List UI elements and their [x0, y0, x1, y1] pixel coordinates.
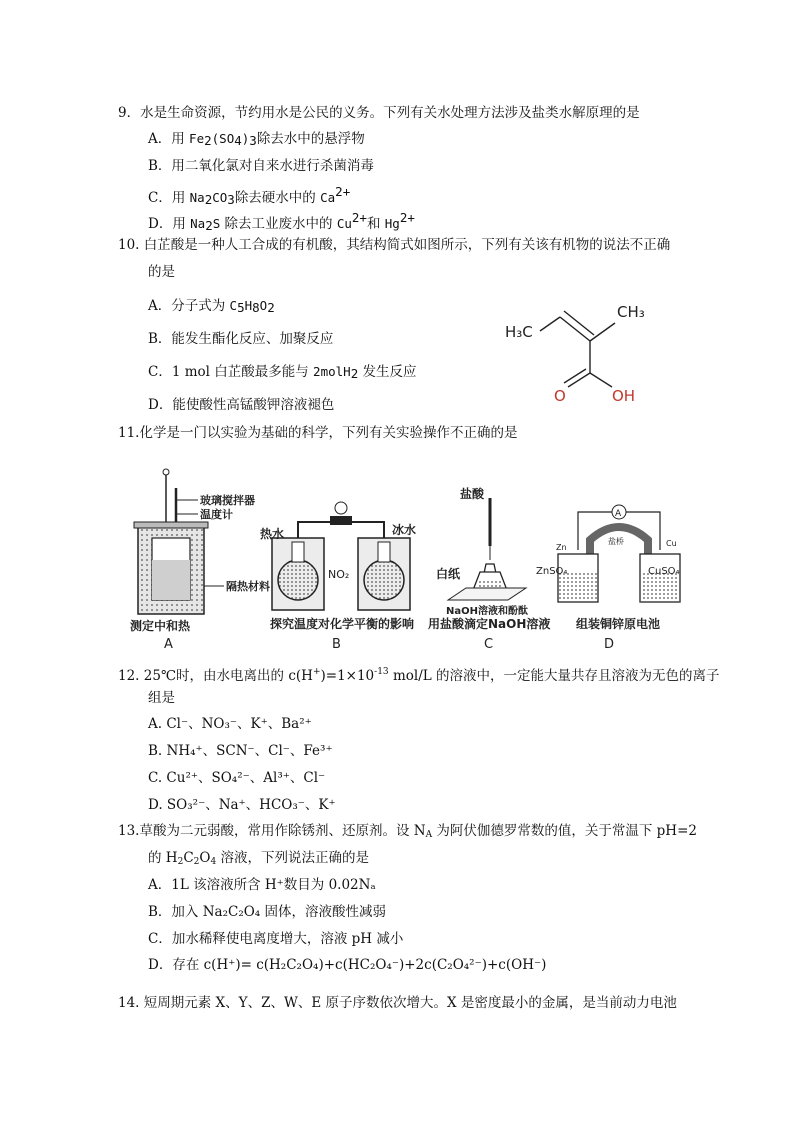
q10-option-b: B．能发生酯化反应、加聚反应	[148, 331, 334, 347]
apparatus-b-hot-water: 热水	[260, 527, 285, 541]
q12-stem-line2: 组是	[148, 690, 175, 706]
q10-option-c: C．1 mol 白芷酸最多能与 2molH2 发生反应	[148, 364, 417, 381]
apparatus-d-cuso4: CuSO₄	[648, 566, 680, 577]
apparatus-d-znso4: ZnSO₄	[536, 566, 568, 577]
apparatus-c-caption: 用盐酸滴定NaOH溶液	[428, 617, 551, 631]
q13-option-a: A．1L 该溶液所含 H⁺数目为 0.02Nₐ	[148, 877, 376, 893]
apparatus-b	[260, 502, 416, 652]
q12-option-c: C. Cu²⁺、SO₄²⁻、Al³⁺、Cl⁻	[148, 770, 326, 786]
structure-bond-coh	[590, 373, 612, 387]
q9-option-a: A．用 Fe2(SO4)3除去水中的悬浮物	[148, 131, 365, 148]
apparatus-a-label-thermometer: 温度计	[200, 508, 233, 521]
q10-option-a: A．分子式为 C5H8O2	[148, 298, 275, 315]
q10-option-d: D．能使酸性高锰酸钾溶液褪色	[148, 397, 335, 413]
apparatus-b-ice-water: 冰水	[392, 523, 417, 537]
structure-bond-3	[590, 323, 615, 341]
q12-option-b: B. NH₄⁺、SCN⁻、Cl⁻、Fe³⁺	[148, 743, 333, 759]
apparatus-b-letter: B	[332, 637, 341, 652]
structure-o-label: O	[554, 387, 566, 405]
q12-stem-line1: 12. 25℃时，由水电离出的 $c(H^+)=1\times 10^{-13}$ mol/L 的溶液中，一定能大量共存且溶液为无色的离子	[118, 667, 720, 684]
structure-bond-1	[540, 317, 560, 331]
structure-bond-co-double	[564, 369, 586, 383]
q11-apparatus-figure	[130, 468, 690, 653]
apparatus-c-paper-label: 白纸	[436, 567, 461, 581]
apparatus-a-caption: 测定中和热	[130, 619, 191, 633]
q13-stem-line2: 的 $H_2C_2O_4$ 溶液，下列说法正确的是	[148, 850, 369, 867]
q9-option-b: B．用二氧化氯对自来水进行杀菌消毒	[148, 158, 374, 174]
structure-bond-co	[568, 373, 590, 387]
q13-stem-line1: 13.草酸为二元弱酸，常用作除锈剂、还原剂。设 $N_A$ 为阿伏伽德罗常数的值，关于常温下 pH=2	[118, 823, 697, 840]
apparatus-a-label-stirrer: 玻璃搅拌器	[200, 494, 255, 507]
q12-option-a: A. Cl⁻、NO₃⁻、K⁺、Ba²⁺	[148, 716, 312, 732]
q12-option-d: D. SO₃²⁻、Na⁺、HCO₃⁻、K⁺	[148, 797, 336, 813]
apparatus-d-zn: Zn	[556, 543, 567, 552]
q13-option-d: D．存在 c(H⁺)= c(H₂C₂O₄)+c(HC₂O₄⁻)+2c(C₂O₄²⁻)+c(OH⁻)	[148, 957, 547, 973]
q9-option-d: D．用 Na2S 除去工业废水中的 Cu2+和 Hg2+	[148, 210, 415, 233]
apparatus-c-solution-label: NaOH溶液和酚酞	[446, 606, 528, 617]
apparatus-b-caption: 探究温度对化学平衡的影响	[270, 617, 415, 631]
apparatus-a-letter: A	[164, 637, 173, 652]
apparatus-c	[428, 486, 550, 652]
q10-stem-line2: 的是	[148, 264, 175, 280]
q10-stem-line1: 10. 白芷酸是一种人工合成的有机酸，其结构简式如图所示，下列有关该有机物的说法不正确	[118, 237, 671, 253]
apparatus-c-letter: C	[484, 637, 494, 652]
structure-ch3-label: CH₃	[617, 303, 645, 321]
apparatus-d-cu: Cu	[666, 539, 677, 548]
apparatus-c-acid-label: 盐酸	[460, 487, 485, 501]
q13-option-c: C．加水稀释使电离度增大，溶液 pH 减小	[148, 931, 404, 947]
apparatus-d-letter: D	[604, 637, 615, 652]
apparatus-a-label-insulation: 隔热材料	[226, 580, 270, 593]
q13-option-b: B．加入 Na₂C₂O₄ 固体，溶液酸性减弱	[148, 904, 386, 920]
structure-h3c-label: H₃C	[505, 323, 533, 341]
q9-option-c: C．用 Na2CO3除去硬水中的 Ca2+	[148, 184, 351, 207]
apparatus-a	[130, 469, 270, 652]
q9-stem: 9．水是生命资源，节约用水是公民的义务。下列有关水处理方法涉及盐类水解原理的是	[118, 105, 640, 121]
apparatus-d-meter: A	[615, 509, 622, 519]
apparatus-d-bridge: 盐桥	[608, 537, 624, 546]
apparatus-b-gas-label: NO₂	[328, 568, 350, 581]
q11-stem: 11.化学是一门以实验为基础的科学，下列有关实验操作不正确的是	[118, 425, 518, 441]
angelic-acid-structure	[500, 295, 670, 410]
apparatus-d	[536, 505, 680, 652]
q14-stem: 14. 短周期元素 X、Y、Z、W、E 原子序数依次增大。X 是密度最小的金属，是当前动力电池	[118, 995, 677, 1011]
apparatus-d-caption: 组装铜锌原电池	[576, 617, 661, 631]
structure-oh-label: OH	[612, 387, 636, 405]
